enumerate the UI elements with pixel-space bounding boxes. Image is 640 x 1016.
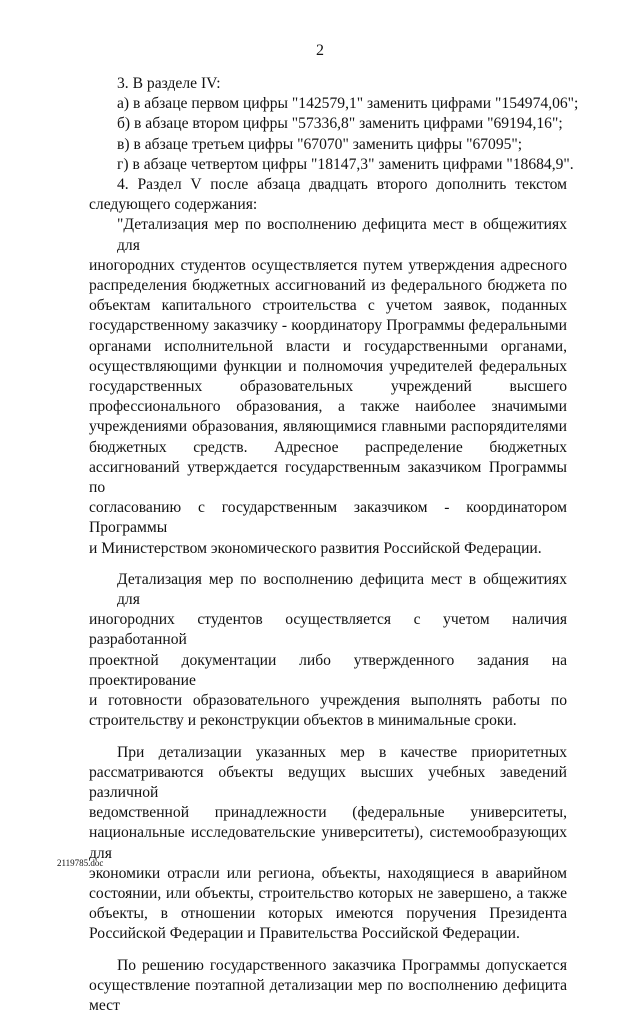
text-line: иногородних студентов осуществляется с учетом наличия разработанной xyxy=(89,611,567,649)
text-line: ассигнований утверждается государственным заказчиком Программы по xyxy=(89,458,567,497)
text-line: государственному заказчику - координатору Программы федеральными xyxy=(89,317,567,335)
text-line: рассматриваются объекты ведущих высших учебных заведений различной xyxy=(89,763,567,801)
text-line: государственных образовательных учреждений высшего xyxy=(89,378,567,396)
text-line: 4. Раздел V после абзаца двадцать второго дополнить текстом xyxy=(117,176,567,194)
paragraph-gap xyxy=(89,559,567,570)
text-line: органами исполнительной власти и государственными органами, xyxy=(89,337,567,355)
text-line: проектной документации либо утвержденного задания на проектирование xyxy=(89,651,567,689)
text-line: и Министерством экономического развития Российской Федерации. xyxy=(89,539,542,557)
footer-filename: 2119785.doc xyxy=(57,858,104,868)
text-line: следующего содержания: xyxy=(89,196,258,214)
text-line: профессионального образования, а также наиболее значимыми xyxy=(89,398,567,416)
text-line: 3. В разделе IV: xyxy=(117,75,221,92)
text-line: Российской Федерации и Правительства Российской Федерации. xyxy=(89,925,520,943)
text-line: иногородних студентов осуществляется путем утверждения адресного xyxy=(89,256,567,274)
text-line: в) в абзаце третьем цифры "67070" заменить цифры "67095"; xyxy=(117,135,523,153)
text-line: национальные исследовательские университеты), системообразующих для xyxy=(89,824,567,862)
text-line: экономики отрасли или региона, объекты, находящиеся в аварийном xyxy=(89,864,567,882)
text-line: а) в абзаце первом цифры "142579,1" заменить цифрами "154974,06"; xyxy=(117,95,579,113)
text-line: строительству и реконструкции объектов в минимальные сроки. xyxy=(89,712,517,730)
text-line: При детализации указанных мер в качестве приоритетных xyxy=(117,743,567,761)
text-line: г) в абзаце четвертом цифры "18147,3" заменить цифрами "18684,9". xyxy=(117,155,574,173)
paragraph-gap xyxy=(89,732,567,743)
text-line: распределения бюджетных ассигнований из федерального бюджета по xyxy=(89,277,567,295)
text-line: осуществляющими функции и полномочия учредителей федеральных xyxy=(89,357,567,375)
document-body xyxy=(89,74,579,1016)
text-line: и готовности образовательного учреждения выполнять работы по xyxy=(89,692,567,710)
paragraph-gap xyxy=(89,945,567,956)
text-line: объектам капитального строительства с учетом заявок, поданных xyxy=(89,297,567,315)
text-line: учреждениями образования, являющимися главными распорядителями xyxy=(89,418,567,436)
text-line: объекты, в отношении которых имеются поручения Президента xyxy=(89,905,567,923)
text-line: По решению государственного заказчика Программы допускается xyxy=(117,956,567,974)
text-line: осуществление поэтапной детализации мер по восполнению дефицита мест xyxy=(89,976,567,1014)
text-line: состоянии, или объекты, строительство которых не завершено, а также xyxy=(89,884,567,902)
text-line: "Детализация мер по восполнению дефицита мест в общежитиях для xyxy=(117,216,567,254)
text-line: согласованию с государственным заказчиком - координатором Программы xyxy=(89,499,567,537)
text-line: Детализация мер по восполнению дефицита мест в общежитиях для xyxy=(117,570,567,609)
page-number: 2 xyxy=(316,42,324,59)
text-line: б) в абзаце втором цифры "57336,8" заменить цифрами "69194,16"; xyxy=(117,115,563,133)
text-line: ведомственной принадлежности (федеральные университеты, xyxy=(89,804,567,822)
text-line: бюджетных средств. Адресное распределение бюджетных xyxy=(89,438,567,456)
